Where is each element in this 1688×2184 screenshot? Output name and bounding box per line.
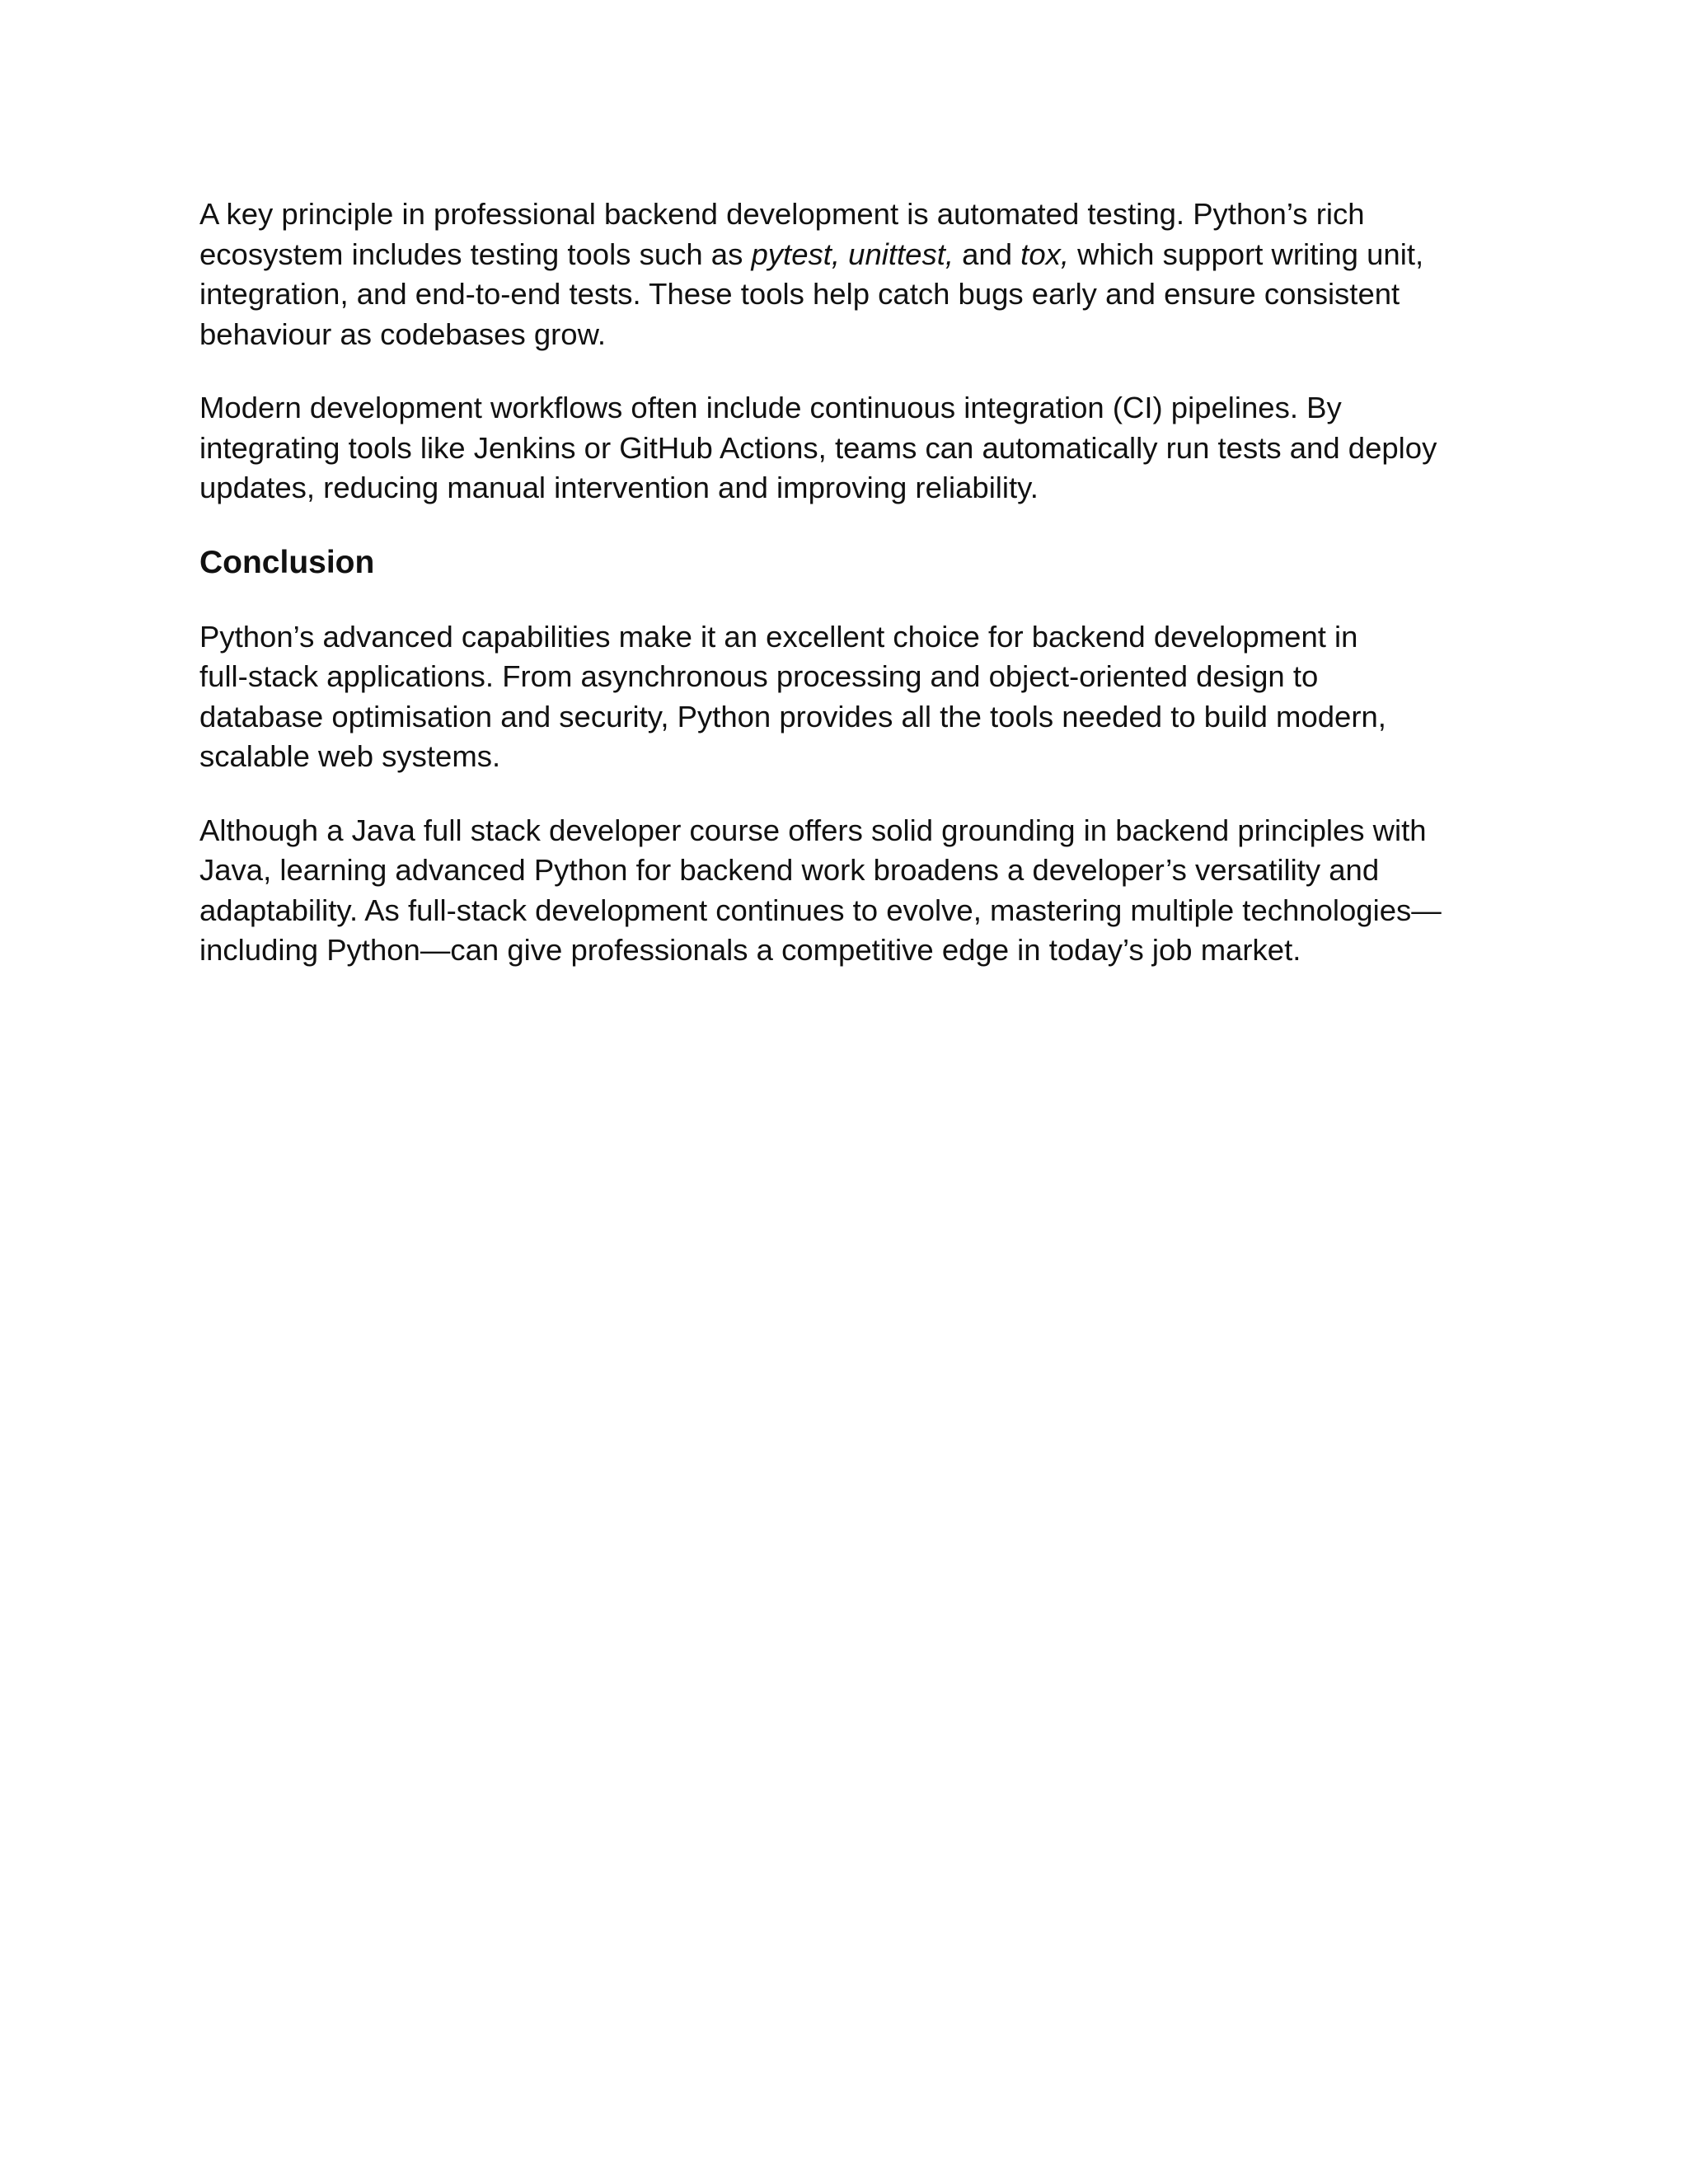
paragraph-ci-pipelines (199, 388, 1485, 509)
text-line (199, 235, 1485, 275)
italic-tool-names: pytest, unittest, (751, 237, 954, 271)
text-line: adaptability. As full-stack development continues to evolve, mastering multiple technologies— (199, 893, 1442, 927)
text-line: full-stack applications. From asynchronous processing and object-oriented design to (199, 659, 1319, 693)
text-line: Java, learning advanced Python for backend work broadens a developer’s versatility and (199, 853, 1380, 887)
document-body (199, 194, 1485, 1005)
text-run: ecosystem includes testing tools such as (199, 237, 752, 271)
text-line: Python’s advanced capabilities make it an excellent choice for backend development in (199, 619, 1358, 654)
paragraph-conclusion-capabilities (199, 617, 1485, 777)
text-line: A key principle in professional backend development is automated testing. Python’s rich (199, 197, 1365, 231)
text-line: behaviour as codebases grow. (199, 316, 607, 351)
text-line: integrating tools like Jenkins or GitHub Actions, teams can automatically run tests and deploy (199, 430, 1437, 465)
text-line: Modern development workflows often include continuous integration (CI) pipelines. By (199, 391, 1342, 424)
italic-tool-name: tox, (1020, 237, 1070, 271)
text-line: scalable web systems. (199, 739, 501, 773)
text-line: including Python—can give professionals a competitive edge in today’s job market. (199, 933, 1301, 967)
text-line: updates, reducing manual intervention and improving reliability. (199, 471, 1039, 504)
paragraph-java-course (199, 811, 1485, 971)
section-heading-conclusion: Conclusion (199, 544, 375, 580)
text-run: which support writing unit, (1069, 237, 1424, 271)
text-line: Although a Java full stack developer course offers solid grounding in backend principles with (199, 813, 1427, 847)
paragraph-automated-testing (199, 194, 1485, 354)
text-line: database optimisation and security, Python provides all the tools needed to build modern, (199, 699, 1386, 733)
text-run: and (953, 237, 1021, 271)
text-line: integration, and end-to-end tests. These tools help catch bugs early and ensure consistent (199, 277, 1400, 311)
